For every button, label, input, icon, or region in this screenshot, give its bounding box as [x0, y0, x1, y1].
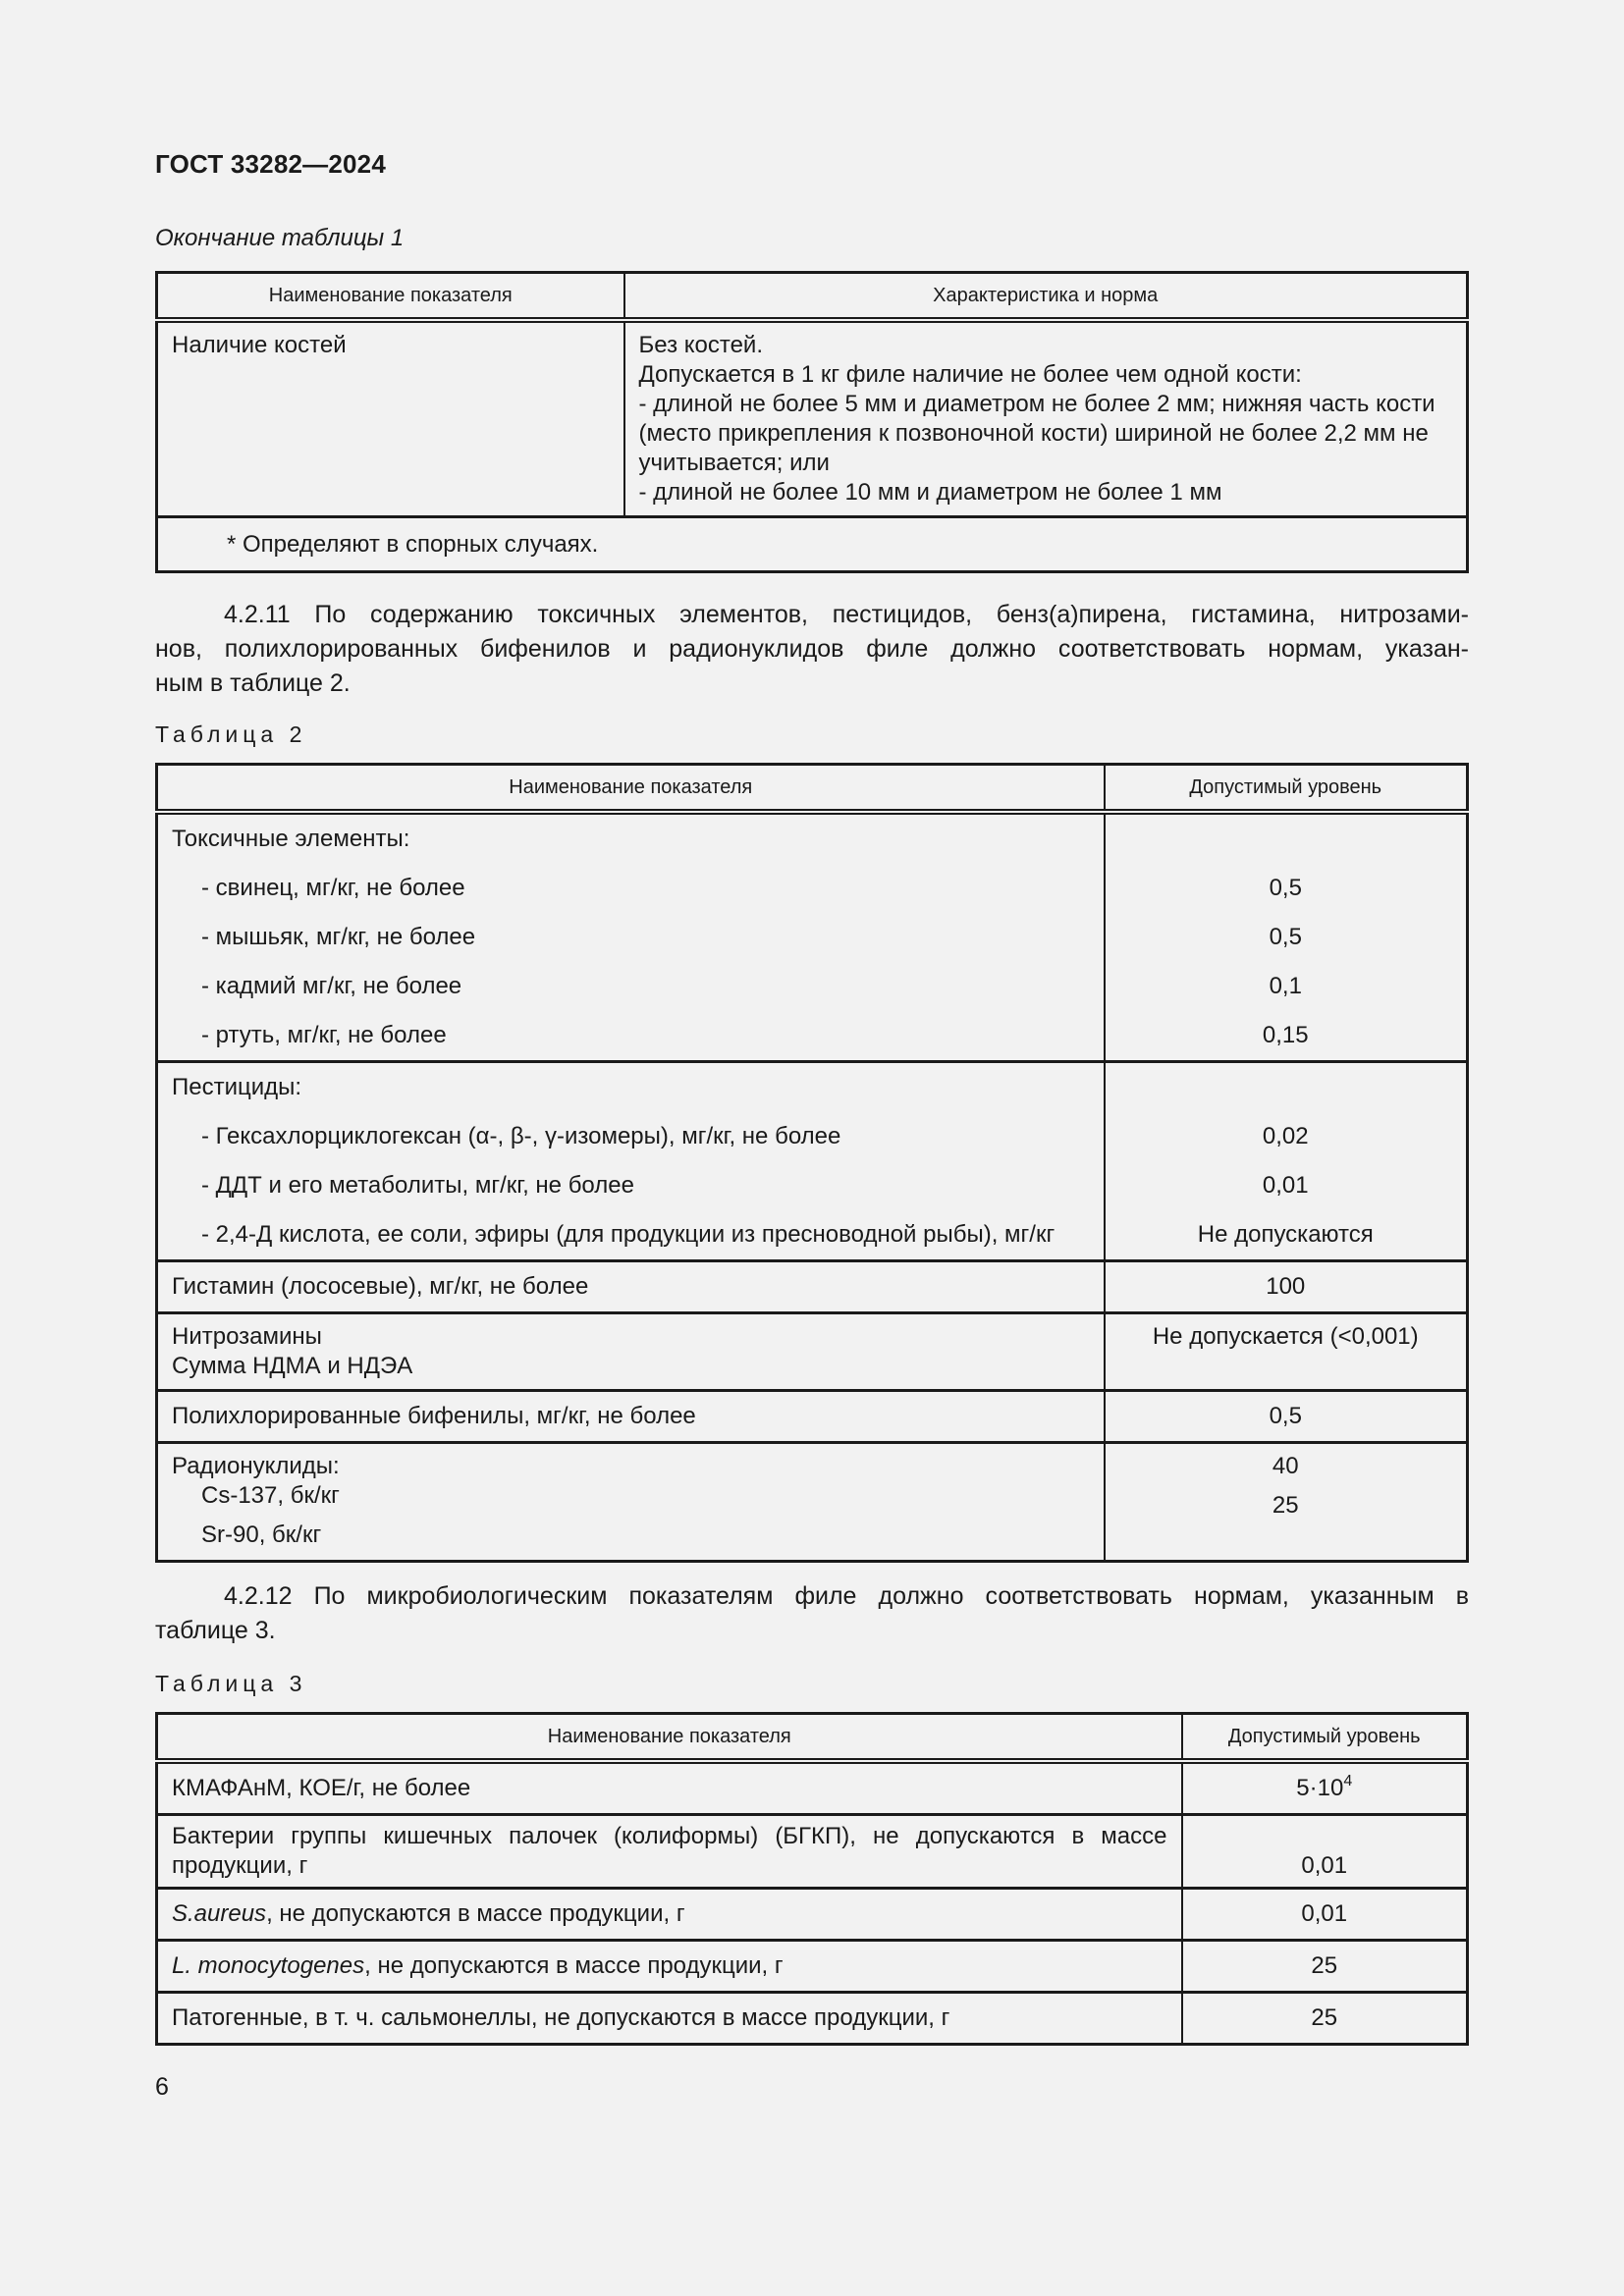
column-header-characteristic: Характеристика и норма: [624, 273, 1468, 321]
column-header-name: Наименование показателя: [157, 273, 624, 321]
table-1: [155, 271, 1469, 573]
document-id-header: ГОСТ 33282—2024: [155, 149, 386, 179]
table-2: [155, 763, 1469, 1563]
column-header-name: Наименование показателя: [157, 1714, 1182, 1762]
table-3: [155, 1712, 1469, 2046]
table-3-label: Таблица 3: [155, 1671, 307, 1696]
table-1-footnote-row: [157, 517, 1468, 572]
group-title: Токсичные элементы:: [172, 826, 410, 852]
group-title: Пестициды:: [172, 1074, 302, 1100]
kmafanm-value: $5\cdot 10^4$: [1296, 1773, 1353, 1801]
table-row-group-radionuclides: Радионуклиды: Cs-137, бк/кг Sr-90, бк/кг 40 25: [157, 1443, 1468, 1562]
page-number: 6: [155, 2073, 169, 2101]
table-3-header-row: [157, 1714, 1468, 1762]
table-row: L. monocytogenes, не допускаются в массе продукции, г 25: [157, 1941, 1468, 1993]
table-row: Полихлорированные бифенилы, мг/кг, не более 0,5: [157, 1391, 1468, 1443]
table-row: КМАФАнМ, КОЕ/г, не более $5\cdot 10^4$: [157, 1761, 1468, 1815]
table-row-group-toxic: Токсичные элементы: - свинец, мг/кг, не более - мышьяк, мг/кг, не более - кадмий мг/кг, не более - ртуть, мг/кг, не более 0,5 0,5 0,1 0,15: [157, 812, 1468, 1062]
table-row: S.aureus, не допускаются в массе продукции, г 0,01: [157, 1889, 1468, 1941]
table-row: Гистамин (лососевые), мг/кг, не более 100: [157, 1261, 1468, 1313]
table-row: Бактерии группы кишечных палочек (колиформы) (БГКП), не допускаются в массе продукции, г 0,01: [157, 1815, 1468, 1889]
indicator-value: Без костей. Допускается в 1 кг филе наличие не более чем одной кости: - длиной не более 5 мм и диаметром не более 2 мм; нижняя часть кости (место прикрепления к позвоночной кости) шириной не более 2,2 мм не учитывается; или - длиной не более 10 мм и диаметром не более 1 мм: [624, 320, 1468, 517]
column-header-level: Допустимый уровень: [1182, 1714, 1468, 1762]
paragraph-4-2-11: 4.2.11 По содержанию токсичных элементов, пестицидов, бенз(а)пирена, гистамина, нитрозами- нов, полихлорированных бифенилов и радионуклидов филе должно соответствовать нормам, указан- ным в таблице 2.: [155, 601, 1469, 697]
table1-continuation-caption: Окончание таблицы 1: [155, 225, 405, 251]
table-row: [157, 320, 1468, 517]
table-1-header-row: [157, 273, 1468, 321]
table-row: Патогенные, в т. ч. сальмонеллы, не допускаются в массе продукции, г 25: [157, 1993, 1468, 2045]
indicator-name: Наличие костей: [157, 320, 624, 517]
paragraph-4-2-12: 4.2.12 По микробиологическим показателям филе должно соответствовать нормам, указанным в таблице 3.: [155, 1582, 1469, 1644]
table-row-group-pesticides: Пестициды: - Гексахлорциклогексан (α-, β-, γ-изомеры), мг/кг, не более - ДДТ и его метаболиты, мг/кг, не более - 2,4-Д кислота, ее соли, эфиры (для продукции из пресноводной рыбы), мг/кг 0,02 0,01 Не допускаются: [157, 1062, 1468, 1261]
table-row: Нитрозамины Сумма НДМА и НДЭА Не допускается (<0,001): [157, 1313, 1468, 1391]
column-header-level: Допустимый уровень: [1105, 765, 1468, 813]
table-2-label: Таблица 2: [155, 721, 307, 747]
footnote: * Определяют в спорных случаях.: [157, 517, 1468, 572]
table-2-header-row: [157, 765, 1468, 813]
column-header-name: Наименование показателя: [157, 765, 1105, 813]
